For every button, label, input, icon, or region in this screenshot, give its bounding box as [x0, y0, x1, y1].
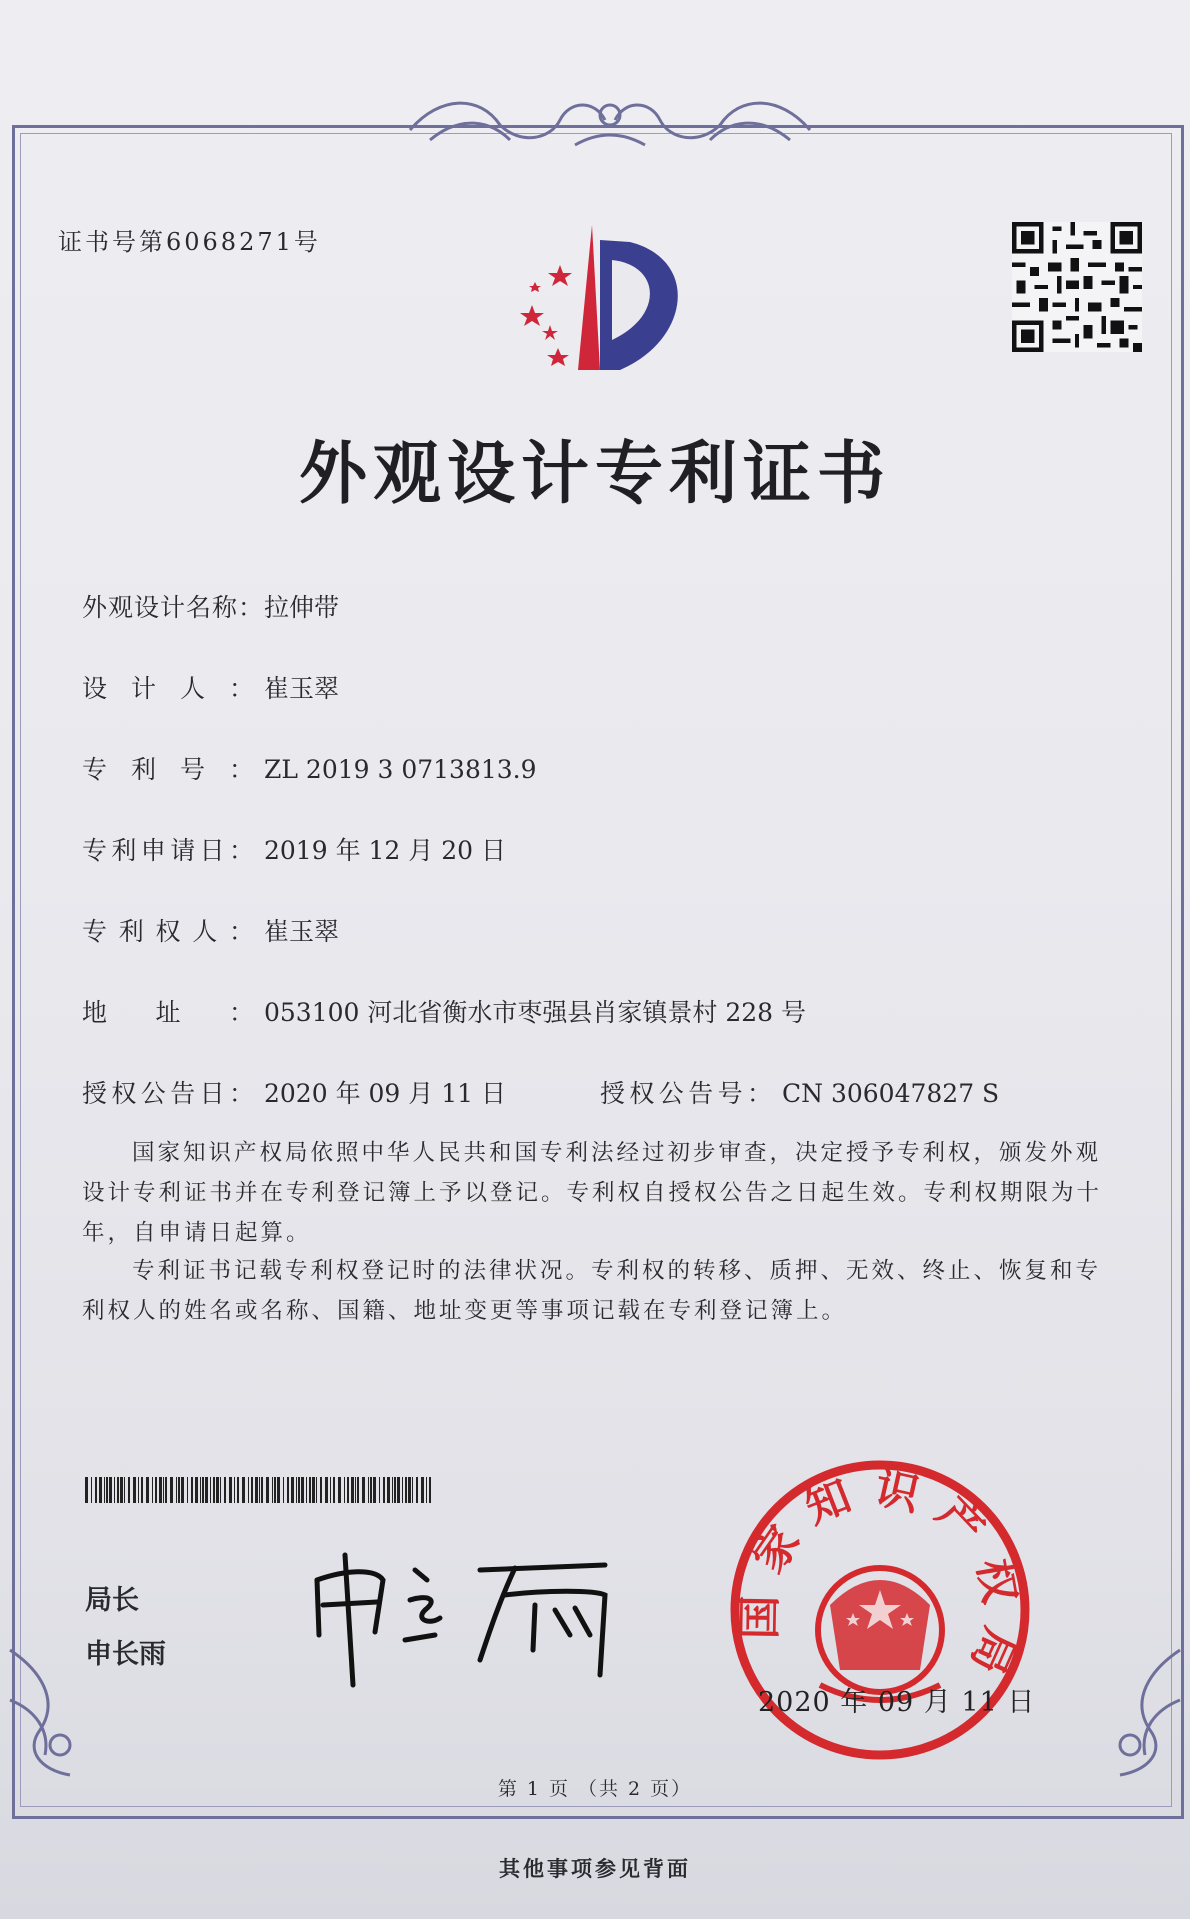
- patentee-field: [82, 912, 339, 948]
- grant-number-label: 授权公告号：: [600, 1079, 772, 1108]
- design-name-label: 外观设计名称：: [82, 593, 265, 622]
- certificate-title: 外观设计专利证书: [298, 435, 891, 514]
- patent-number-label: 专利号：: [82, 755, 254, 784]
- application-date-value: 2019 年 12 月 20 日: [264, 836, 506, 865]
- back-note: 其他事项参见背面: [499, 1856, 691, 1881]
- application-date-label: 专利申请日：: [82, 836, 254, 865]
- director-name: 申长雨: [85, 1639, 166, 1670]
- designer-label: 设计人：: [82, 674, 254, 703]
- paragraph-1: 国家知识产权局依照中华人民共和国专利法经过初步审查，决定授予专利权，颁发外观设计专利证书并在专利登记簿上予以登记。专利权自授权公告之日起生效。专利权期限为十年，自申请日起算。: [82, 1140, 1103, 1246]
- grant-date-field: [82, 1074, 506, 1110]
- director-title: 局长: [85, 1585, 139, 1616]
- address-value: 053100 河北省衡水市枣强县肖家镇景村 228 号: [264, 998, 806, 1027]
- seal-date: 2020 年 09 月 11 日: [758, 1687, 1036, 1718]
- designer-value: 崔玉翠: [264, 674, 340, 703]
- grant-number-value: CN 306047827 S: [782, 1079, 1000, 1108]
- application-date-field: [82, 831, 506, 867]
- barcode: [85, 1477, 435, 1503]
- patentee-label: 专利权人：: [82, 917, 254, 946]
- certificate-number: 证书号第6068271号: [58, 228, 321, 256]
- design-name-value: 拉伸带: [264, 593, 340, 622]
- top-ornament: [400, 85, 820, 160]
- seal-text: 国家知识产权局: [734, 1462, 1029, 1698]
- patent-number-field: [82, 750, 537, 786]
- design-name-field: [82, 588, 339, 624]
- patent-number-value: ZL 2019 3 0713813.9: [264, 755, 537, 784]
- paragraph-2: 专利证书记载专利权登记时的法律状况。专利权的转移、质押、无效、终止、恢复和专利权人的姓名或名称、国籍、地址变更等事项记载在专利登记簿上。: [82, 1258, 1102, 1324]
- page-info: 第 1 页 （共 2 页）: [497, 1778, 693, 1800]
- designer-field: [82, 669, 339, 705]
- director-signature: [305, 1540, 625, 1690]
- grant-date-value: 2020 年 09 月 11 日: [264, 1079, 506, 1108]
- corner-ornament-right: [1080, 1640, 1190, 1790]
- patent-office-logo: [500, 220, 710, 375]
- qr-code: [1012, 222, 1142, 352]
- address-field: [82, 993, 806, 1029]
- patentee-value: 崔玉翠: [264, 917, 340, 946]
- address-label: 地址：: [82, 998, 254, 1027]
- grant-number-field: [600, 1074, 999, 1110]
- grant-date-label: 授权公告日：: [82, 1079, 254, 1108]
